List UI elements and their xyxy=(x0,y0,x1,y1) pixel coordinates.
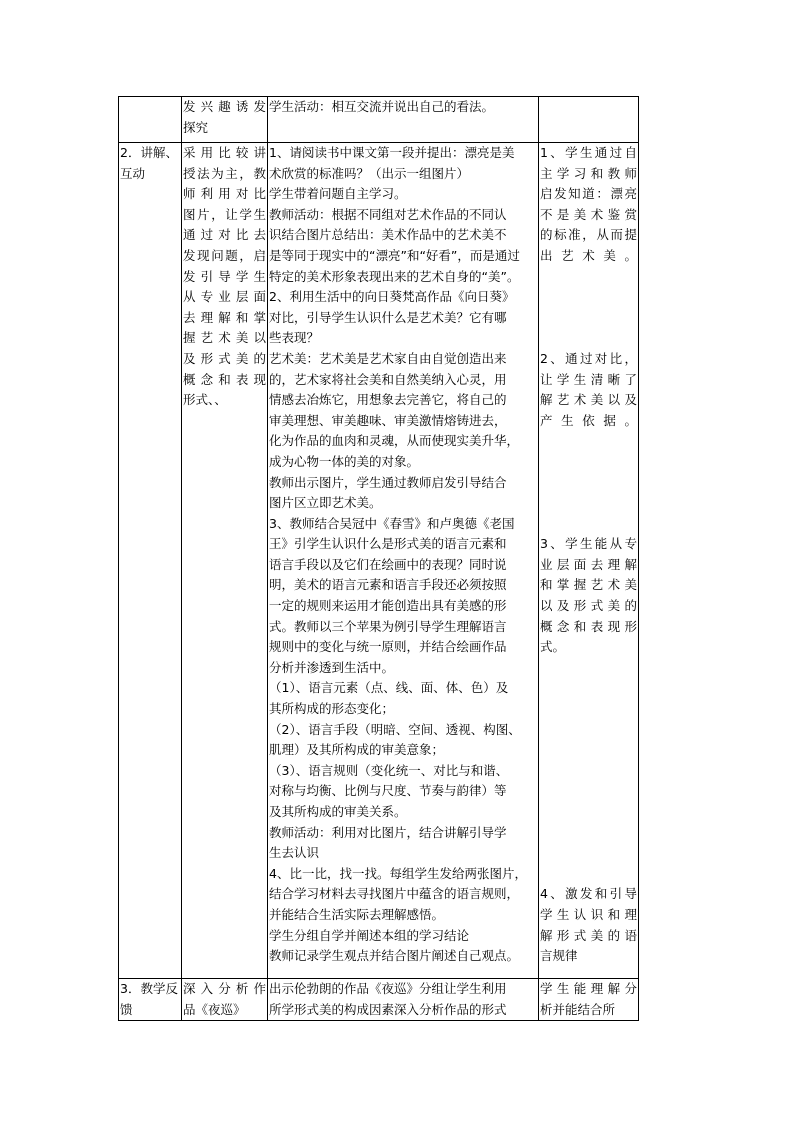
method-cell-line: 从专业层面 xyxy=(183,289,266,305)
intent-cell-line xyxy=(540,720,637,741)
intent-cell-line: 概念和表现形 xyxy=(540,618,637,634)
table-row xyxy=(119,97,639,143)
activity-cell-line: 语言手段以及它们在绘画中的表现？同时说 xyxy=(269,556,507,572)
activity-cell-line: 3、教师结合吴冠中《春雪》和卢奥德《老国 xyxy=(269,515,515,531)
activity-cell-line: 教师出示图片，学生通过教师启发引导结合 xyxy=(269,474,507,490)
method-cell xyxy=(182,97,268,143)
table-row xyxy=(119,979,639,1021)
intent-cell-line: 主学习和教师 xyxy=(540,165,637,181)
activity-cell-line: 结合学习材料去寻找图片中蕴含的语言规则， xyxy=(269,886,520,902)
activity-cell-line: 情感去冶炼它，用想象去完善它，将自己的 xyxy=(269,392,507,408)
intent-cell-line xyxy=(540,431,637,452)
intent-cell-line: 学生认识和理 xyxy=(540,906,637,922)
activity-cell-line: 术欣赏的标准吗？（出示一组图片） xyxy=(269,165,470,181)
intent-cell-line xyxy=(540,740,637,761)
method-cell-line: 去理解和掌 xyxy=(183,309,266,325)
activity-cell-line: 特定的美术形象表现出来的艺术自身的“美”。 xyxy=(269,268,520,284)
intent-cell-line xyxy=(540,864,637,885)
intent-cell-line: 析并能结合所 xyxy=(540,1001,616,1017)
activity-cell-line: 审美理想、审美趣味、审美激情熔铸进去， xyxy=(269,412,507,428)
activity-cell xyxy=(268,979,539,1021)
intent-cell xyxy=(539,979,639,1021)
intent-cell-line: 产生依据。 xyxy=(540,412,637,428)
method-cell-line: 图片，让学生 xyxy=(183,206,266,222)
activity-cell-line: 式。教师以三个苹果为例引导学生理解语言 xyxy=(269,618,507,634)
method-cell-line: 及形式美的 xyxy=(183,350,266,366)
activity-cell-line: 王》引学生认识什么是形式美的语言元素和 xyxy=(269,536,507,552)
method-cell-line: 发兴趣诱发 xyxy=(183,99,266,114)
activity-cell-line: 是等同于现实中的“漂亮”和“好看”，而是通过 xyxy=(269,247,520,263)
intent-cell-line xyxy=(540,308,637,329)
intent-cell-line: 1、学生通过自 xyxy=(540,145,637,160)
intent-cell-line: 和掌握艺术美 xyxy=(540,577,637,593)
activity-cell-line: 肌理）及其所构成的审美意象； xyxy=(269,742,445,758)
intent-cell-line xyxy=(540,843,637,864)
activity-cell-line: 对称与均衡、比例与尺度、节奏与韵律）等 xyxy=(269,783,507,799)
activity-cell-line: 教师活动：利用对比图片，结合讲解引导学 xyxy=(269,824,507,840)
intent-cell-line xyxy=(540,802,637,823)
activity-cell-line: 并能结合生活实际去理解感悟。 xyxy=(269,906,445,922)
activity-cell-line: 对比，引导学生认识什么是艺术美？它有哪 xyxy=(269,309,507,325)
intent-cell-line xyxy=(540,781,637,802)
activity-cell-line: 及其所构成的审美关系。 xyxy=(269,804,407,819)
intent-cell-line: 以及形式美的 xyxy=(540,598,637,614)
activity-cell-line: （2）、语言手段（明暗、空间、透视、构图、 xyxy=(269,721,521,737)
activity-cell-line: 分析并渗透到生活中。 xyxy=(269,659,395,675)
activity-cell-line: 其所构成的形态变化； xyxy=(269,701,395,717)
intent-cell-line: 启发知道：漂亮 xyxy=(540,186,637,202)
activity-cell xyxy=(268,143,539,979)
stage-cell xyxy=(119,143,182,979)
intent-cell-line: 3、学生能从专 xyxy=(540,536,637,552)
intent-cell-line xyxy=(540,267,637,288)
activity-cell-line: 化为作品的血肉和灵魂，从而使现实美升华， xyxy=(269,433,520,449)
intent-cell-line xyxy=(540,761,637,782)
activity-cell-line: 图片区立即艺术美。 xyxy=(269,495,382,511)
activity-cell-line: 艺术美：艺术美是艺术家自由自觉创造出来 xyxy=(269,350,507,366)
method-cell-line: 探究 xyxy=(183,119,209,135)
activity-cell-line: 教师活动：根据不同组对艺术作品的不同认 xyxy=(269,206,507,222)
stage-cell-line: 馈 xyxy=(120,1001,133,1017)
intent-cell-line: 言规律 xyxy=(540,948,578,964)
method-cell-line: 师利用对比 xyxy=(183,186,266,202)
activity-cell-line: 一定的规则来运用才能创造出具有美感的形 xyxy=(269,598,507,614)
activity-cell xyxy=(268,97,539,143)
activity-cell-line: 学生分组自学并阐述本组的学习结论 xyxy=(269,927,470,943)
method-cell-line: 品《夜巡》 xyxy=(183,1001,246,1017)
method-cell-line: 采用比较讲 xyxy=(183,145,266,160)
activity-cell-line: （1）、语言元素（点、线、面、体、色）及 xyxy=(269,680,509,696)
intent-cell-line: 4、激发和引导 xyxy=(540,886,637,902)
activity-cell-line: 学生活动：相互交流并说出自己的看法。 xyxy=(269,99,495,114)
intent-cell-line xyxy=(540,514,637,535)
intent-cell-line: 式。 xyxy=(540,639,566,655)
activity-cell-line: 成为心物一体的美的对象。 xyxy=(269,453,420,469)
stage-cell xyxy=(119,979,182,1021)
method-cell-line: 形式、、 xyxy=(183,392,227,408)
lesson-plan-table xyxy=(118,96,639,1021)
intent-cell-line xyxy=(540,699,637,720)
intent-cell-line: 解形式美的语 xyxy=(540,927,637,943)
activity-cell-line: 4、比一比，找一找。每组学生发给两张图片， xyxy=(269,865,527,881)
intent-cell-line: 学生能理解分 xyxy=(540,981,637,996)
intent-cell-line: 出艺术美。 xyxy=(540,247,637,263)
method-cell-line: 发引导学生 xyxy=(183,268,266,284)
intent-cell-line: 业层面去理解 xyxy=(540,556,637,572)
activity-cell-line: 的，艺术家将社会美和自然美纳入心灵，用 xyxy=(269,371,507,387)
stage-cell-line: 3．教学反 xyxy=(120,981,178,996)
method-cell-line: 握艺术美以 xyxy=(183,330,266,346)
intent-cell-line: 不是美术鉴赏 xyxy=(540,206,637,222)
intent-cell-line xyxy=(540,287,637,308)
intent-cell-line xyxy=(540,678,637,699)
activity-cell-line: 学生带着问题自主学习。 xyxy=(269,186,407,202)
activity-cell-line: 1、请阅读书中课文第一段并提出：漂亮是美 xyxy=(269,145,515,160)
stage-cell-line: 2．讲解、 xyxy=(120,145,178,160)
activity-cell-line: 2、利用生活中的向日葵梵高作品《向日葵》 xyxy=(269,289,515,305)
stage-cell-line: 互动 xyxy=(120,165,146,181)
intent-cell-line: 2、通过对比， xyxy=(540,350,637,366)
activity-cell-line: 识结合图片总结出：美术作品中的艺术美不 xyxy=(269,227,507,243)
method-cell-line: 概念和表现 xyxy=(183,371,266,387)
method-cell-line: 通过对比去 xyxy=(183,227,266,243)
intent-cell xyxy=(539,143,639,979)
activity-cell-line: （3）、语言规则（变化统一、对比与和谐、 xyxy=(269,762,509,778)
method-cell-line: 发现问题，启 xyxy=(183,247,266,263)
method-cell-line: 授法为主，教 xyxy=(183,165,266,181)
activity-cell-line: 出示伦勃朗的作品《夜巡》分组让学生利用 xyxy=(269,981,507,996)
method-cell-line: 深入分析作 xyxy=(183,981,266,996)
activity-cell-line: 教师记录学生观点并结合图片阐述自己观点。 xyxy=(269,948,520,964)
intent-cell-line xyxy=(540,452,637,473)
activity-cell-line: 规则中的变化与统一原则，并结合绘画作品 xyxy=(269,639,507,655)
intent-cell-line: 解艺术美以及 xyxy=(540,392,637,408)
stage-cell xyxy=(119,97,182,143)
activity-cell-line: 些表现？ xyxy=(269,330,320,346)
intent-cell-line xyxy=(540,328,637,349)
method-cell xyxy=(182,979,268,1021)
intent-cell-line: 的标准，从而提 xyxy=(540,227,637,243)
intent-cell-line xyxy=(540,493,637,514)
activity-cell-line: 生去认识 xyxy=(269,845,320,861)
method-cell xyxy=(182,143,268,979)
intent-cell-line xyxy=(540,823,637,844)
intent-cell xyxy=(539,97,639,143)
intent-cell-line xyxy=(540,658,637,679)
activity-cell-line: 所学形式美的构成因素深入分析作品的形式 xyxy=(269,1001,507,1017)
activity-cell-line: 明，美术的语言元素和语言手段还必须按照 xyxy=(269,577,507,593)
intent-cell-line xyxy=(540,473,637,494)
table-row xyxy=(119,143,639,979)
intent-cell-line: 让学生清晰了 xyxy=(540,371,637,387)
